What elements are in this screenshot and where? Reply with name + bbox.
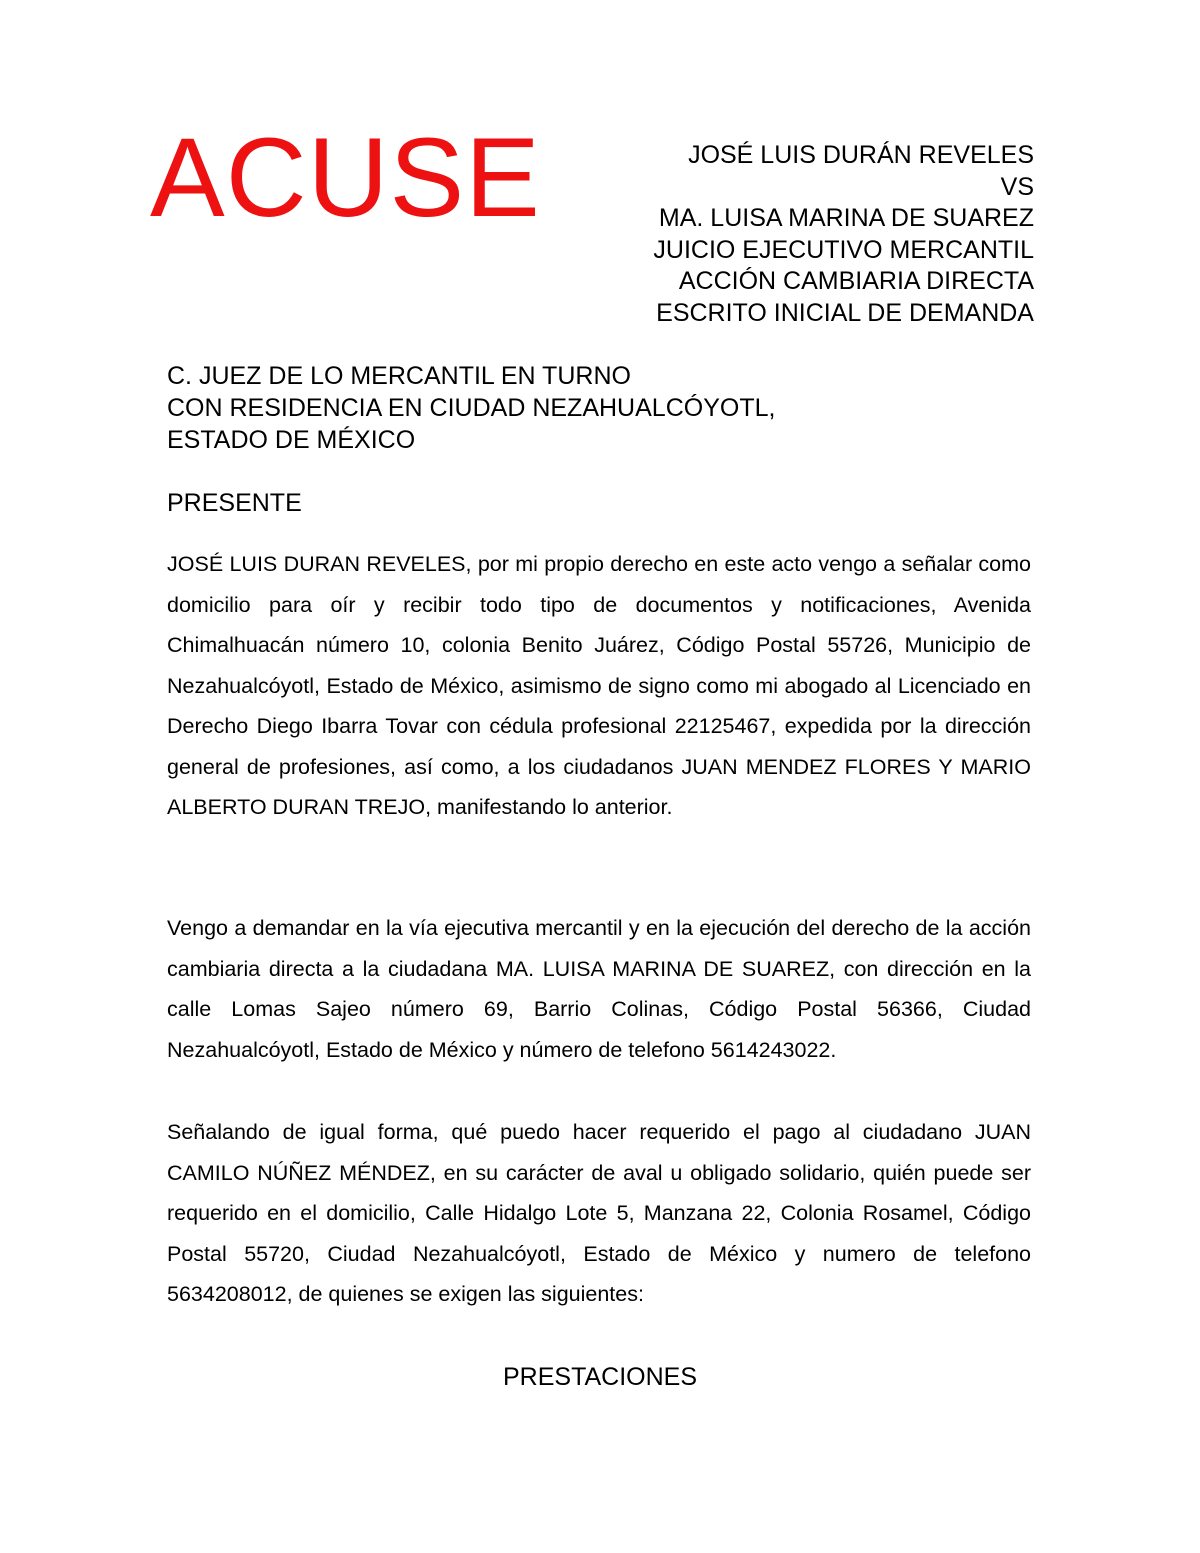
case-header-trial-type: JUICIO EJECUTIVO MERCANTIL <box>653 235 1034 264</box>
presente-heading: PRESENTE <box>167 489 302 517</box>
addressee-block <box>167 360 775 456</box>
addressee-state: ESTADO DE MÉXICO <box>167 426 416 454</box>
case-header-defendant: MA. LUISA MARINA DE SUAREZ <box>658 204 1034 232</box>
case-header-action: ACCIÓN CAMBIARIA DIRECTA <box>678 267 1034 295</box>
addressee-judge: C. JUEZ DE LO MERCANTIL EN TURNO <box>167 362 631 390</box>
acuse-stamp: ACUSE <box>150 115 541 240</box>
body-paragraph-demand: Vengo a demandar en la vía ejecutiva mercantil y en la ejecución del derecho de la acción cambiaria directa a la ciudadana MA. LUISA MARINA DE SUAREZ, con dirección en la calle Lomas Sajeo número 69, Barrio Colinas, Código Postal 56366, Ciudad Nezahualcóyotl, Estado de México y número de telefono 5614243022. <box>167 916 1031 1062</box>
case-header-versus: VS <box>1000 172 1034 201</box>
body-paragraph-plaintiff: JOSÉ LUIS DURAN REVELES, por mi propio derecho en este acto vengo a señalar como domicilio para oír y recibir todo tipo de documentos y notificaciones, Avenida Chimalhuacán número 10, colonia Benito Juárez, Código Postal 55726, Municipio de Nezahualcóyotl, Estado de México, asimismo de signo como mi abogado al Licenciado en Derecho Diego Ibarra Tovar con cédula profesional 22125467, expedida por la dirección general de profesiones, así como, a los ciudadanos JUAN MENDEZ FLORES Y MARIO ALBERTO DURAN TREJO, manifestando lo anterior. <box>167 552 1031 819</box>
case-header-plaintiff: JOSÉ LUIS DURÁN REVELES <box>688 141 1034 169</box>
case-header-document-type: ESCRITO INICIAL DE DEMANDA <box>656 298 1034 327</box>
addressee-residence: CON RESIDENCIA EN CIUDAD NEZAHUALCÓYOTL, <box>167 394 776 422</box>
prestaciones-heading: PRESTACIONES <box>502 1363 698 1391</box>
case-header <box>653 140 1034 329</box>
body-paragraph-guarantor: Señalando de igual forma, qué puedo hacer requerido el pago al ciudadano JUAN CAMILO NÚÑEZ MÉNDEZ, en su carácter de aval u obligado solidario, quién puede ser requerido en el domicilio, Calle Hidalgo Lote 5, Manzana 22, Colonia Rosamel, Código Postal 55720, Ciudad Nezahualcóyotl, Estado de México y numero de telefono 5634208012, de quienes se exigen las siguientes: <box>167 1120 1031 1306</box>
